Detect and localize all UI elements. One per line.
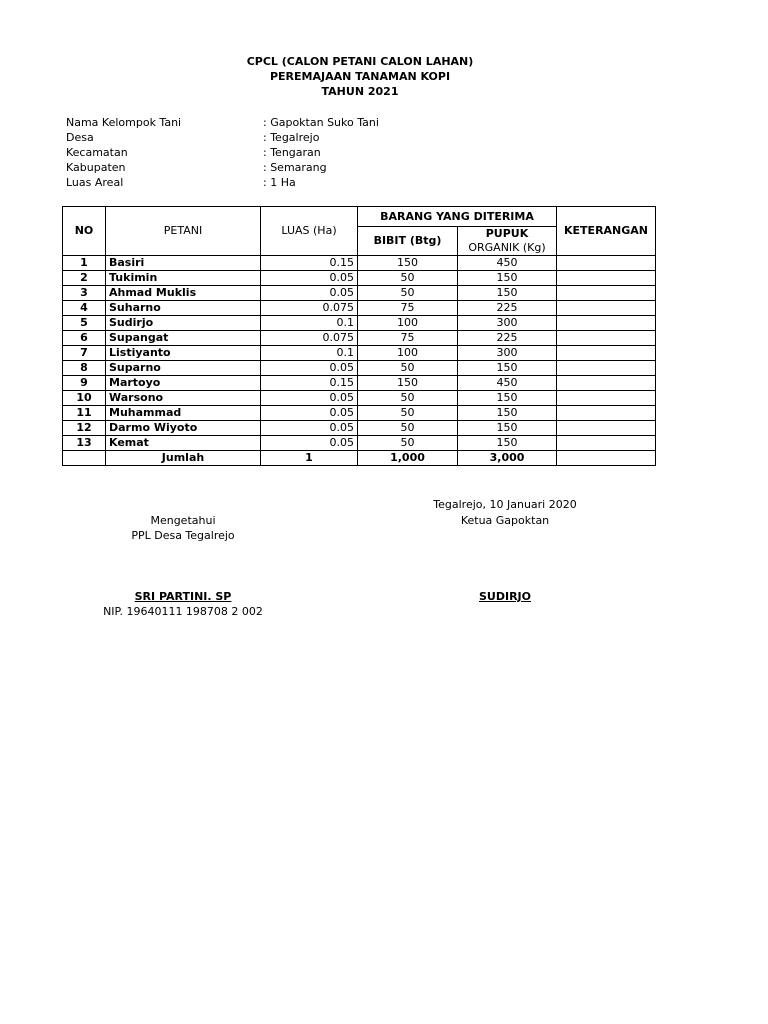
cell-keterangan bbox=[557, 361, 656, 376]
col-header-luas: LUAS (Ha) bbox=[261, 207, 358, 256]
table-row bbox=[63, 421, 656, 436]
cell-pupuk: 225 bbox=[458, 331, 557, 346]
cell-bibit: 50 bbox=[358, 361, 458, 376]
cell-bibit: 100 bbox=[358, 346, 458, 361]
cell-petani: Supangat bbox=[106, 331, 261, 346]
cell-bibit: 75 bbox=[358, 331, 458, 346]
cell-petani: Suparno bbox=[106, 361, 261, 376]
info-label: Nama Kelompok Tani bbox=[66, 116, 182, 129]
cell-bibit: 50 bbox=[358, 391, 458, 406]
cell-no: 4 bbox=[63, 301, 106, 316]
table-row bbox=[63, 271, 656, 286]
cell-bibit: 50 bbox=[358, 421, 458, 436]
table-row bbox=[63, 436, 656, 451]
cell-luas: 0.05 bbox=[261, 361, 358, 376]
table-row bbox=[63, 301, 656, 316]
cell-no: 7 bbox=[63, 346, 106, 361]
cell-luas: 0.05 bbox=[261, 436, 358, 451]
col-header-keterangan: KETERANGAN bbox=[557, 207, 656, 256]
title-line-2: PEREMAJAAN TANAMAN KOPI bbox=[269, 70, 451, 83]
total-row bbox=[63, 451, 656, 466]
recipient-table bbox=[62, 206, 656, 466]
title-line-1: CPCL (CALON PETANI CALON LAHAN) bbox=[246, 55, 474, 68]
cell-total-label: Jumlah bbox=[106, 451, 261, 466]
cell-petani: Suharno bbox=[106, 301, 261, 316]
cell-keterangan bbox=[557, 286, 656, 301]
cell-bibit: 150 bbox=[358, 376, 458, 391]
cell-petani: Muhammad bbox=[106, 406, 261, 421]
cell-pupuk: 150 bbox=[458, 406, 557, 421]
cell-total-keterangan bbox=[557, 451, 656, 466]
info-label: Desa bbox=[66, 131, 94, 144]
table-row bbox=[63, 346, 656, 361]
cell-keterangan bbox=[557, 436, 656, 451]
cell-petani: Warsono bbox=[106, 391, 261, 406]
cell-bibit: 50 bbox=[358, 271, 458, 286]
cell-no: 2 bbox=[63, 271, 106, 286]
cell-no: 13 bbox=[63, 436, 106, 451]
table-row bbox=[63, 376, 656, 391]
cell-total-luas: 1 bbox=[261, 451, 358, 466]
cell-pupuk: 150 bbox=[458, 361, 557, 376]
cell-keterangan bbox=[557, 406, 656, 421]
cell-pupuk: 150 bbox=[458, 421, 557, 436]
cell-pupuk: 150 bbox=[458, 271, 557, 286]
sig-left-line-1: Mengetahui bbox=[150, 514, 216, 527]
cell-total-bibit: 1,000 bbox=[358, 451, 458, 466]
cell-keterangan bbox=[557, 256, 656, 271]
sig-left-name: SRI PARTINI. SP bbox=[134, 590, 232, 603]
cell-petani: Listiyanto bbox=[106, 346, 261, 361]
cell-keterangan bbox=[557, 391, 656, 406]
cell-no: 11 bbox=[63, 406, 106, 421]
info-value: : Semarang bbox=[263, 161, 327, 174]
col-header-no: NO bbox=[63, 207, 106, 256]
cell-petani: Kemat bbox=[106, 436, 261, 451]
cell-petani: Martoyo bbox=[106, 376, 261, 391]
cell-no: 3 bbox=[63, 286, 106, 301]
cell-total-pupuk: 3,000 bbox=[458, 451, 557, 466]
cell-pupuk: 300 bbox=[458, 346, 557, 361]
col-header-pupuk-line-1: PUPUK bbox=[485, 227, 529, 240]
cell-bibit: 50 bbox=[358, 286, 458, 301]
cell-bibit: 75 bbox=[358, 301, 458, 316]
cell-luas: 0.05 bbox=[261, 271, 358, 286]
title-line-3: TAHUN 2021 bbox=[321, 85, 399, 98]
cell-total-no bbox=[63, 451, 106, 466]
cell-bibit: 50 bbox=[358, 406, 458, 421]
sig-left-nip: NIP. 19640111 198708 2 002 bbox=[103, 605, 263, 618]
cell-no: 10 bbox=[63, 391, 106, 406]
cell-luas: 0.05 bbox=[261, 286, 358, 301]
cell-pupuk: 150 bbox=[458, 391, 557, 406]
cell-petani: Sudirjo bbox=[106, 316, 261, 331]
cell-keterangan bbox=[557, 421, 656, 436]
cell-no: 5 bbox=[63, 316, 106, 331]
cell-pupuk: 150 bbox=[458, 286, 557, 301]
col-header-pupuk-line-2: ORGANIK (Kg) bbox=[468, 241, 546, 254]
info-value: : 1 Ha bbox=[263, 176, 296, 189]
cell-petani: Tukimin bbox=[106, 271, 261, 286]
cell-no: 8 bbox=[63, 361, 106, 376]
cell-keterangan bbox=[557, 376, 656, 391]
table-row bbox=[63, 361, 656, 376]
cell-pupuk: 225 bbox=[458, 301, 557, 316]
info-value: : Tegalrejo bbox=[263, 131, 320, 144]
col-header-petani: PETANI bbox=[106, 207, 261, 256]
cell-petani: Darmo Wiyoto bbox=[106, 421, 261, 436]
cell-no: 12 bbox=[63, 421, 106, 436]
cell-pupuk: 150 bbox=[458, 436, 557, 451]
table-row bbox=[63, 406, 656, 421]
info-value: : Tengaran bbox=[263, 146, 321, 159]
cell-luas: 0.15 bbox=[261, 256, 358, 271]
cell-luas: 0.1 bbox=[261, 346, 358, 361]
col-header-bibit: BIBIT (Btg) bbox=[358, 227, 458, 256]
table-row bbox=[63, 286, 656, 301]
sig-left-line-2: PPL Desa Tegalrejo bbox=[131, 529, 235, 542]
cell-luas: 0.1 bbox=[261, 316, 358, 331]
info-label: Kecamatan bbox=[66, 146, 128, 159]
cell-keterangan bbox=[557, 301, 656, 316]
info-value: : Gapoktan Suko Tani bbox=[263, 116, 379, 129]
cell-no: 6 bbox=[63, 331, 106, 346]
table-row bbox=[63, 391, 656, 406]
cell-petani: Basiri bbox=[106, 256, 261, 271]
cell-luas: 0.05 bbox=[261, 421, 358, 436]
cell-no: 9 bbox=[63, 376, 106, 391]
cell-luas: 0.075 bbox=[261, 301, 358, 316]
cell-bibit: 50 bbox=[358, 436, 458, 451]
cell-luas: 0.05 bbox=[261, 406, 358, 421]
info-label: Luas Areal bbox=[66, 176, 124, 189]
cell-no: 1 bbox=[63, 256, 106, 271]
cell-bibit: 100 bbox=[358, 316, 458, 331]
cell-luas: 0.05 bbox=[261, 391, 358, 406]
table-row bbox=[63, 331, 656, 346]
cell-pupuk: 450 bbox=[458, 376, 557, 391]
table-row bbox=[63, 256, 656, 271]
cell-luas: 0.15 bbox=[261, 376, 358, 391]
cell-keterangan bbox=[557, 271, 656, 286]
sig-right-date: Tegalrejo, 10 Januari 2020 bbox=[433, 498, 577, 511]
cell-pupuk: 450 bbox=[458, 256, 557, 271]
col-header-barang: BARANG YANG DITERIMA bbox=[358, 207, 557, 227]
cell-pupuk: 300 bbox=[458, 316, 557, 331]
sig-right-role: Ketua Gapoktan bbox=[460, 514, 550, 527]
cell-keterangan bbox=[557, 346, 656, 361]
sig-right-name: SUDIRJO bbox=[479, 590, 531, 603]
cell-bibit: 150 bbox=[358, 256, 458, 271]
cell-luas: 0.075 bbox=[261, 331, 358, 346]
table-row bbox=[63, 316, 656, 331]
cell-keterangan bbox=[557, 331, 656, 346]
cell-keterangan bbox=[557, 316, 656, 331]
col-header-pupuk bbox=[458, 227, 557, 256]
cell-petani: Ahmad Muklis bbox=[106, 286, 261, 301]
info-label: Kabupaten bbox=[66, 161, 126, 174]
